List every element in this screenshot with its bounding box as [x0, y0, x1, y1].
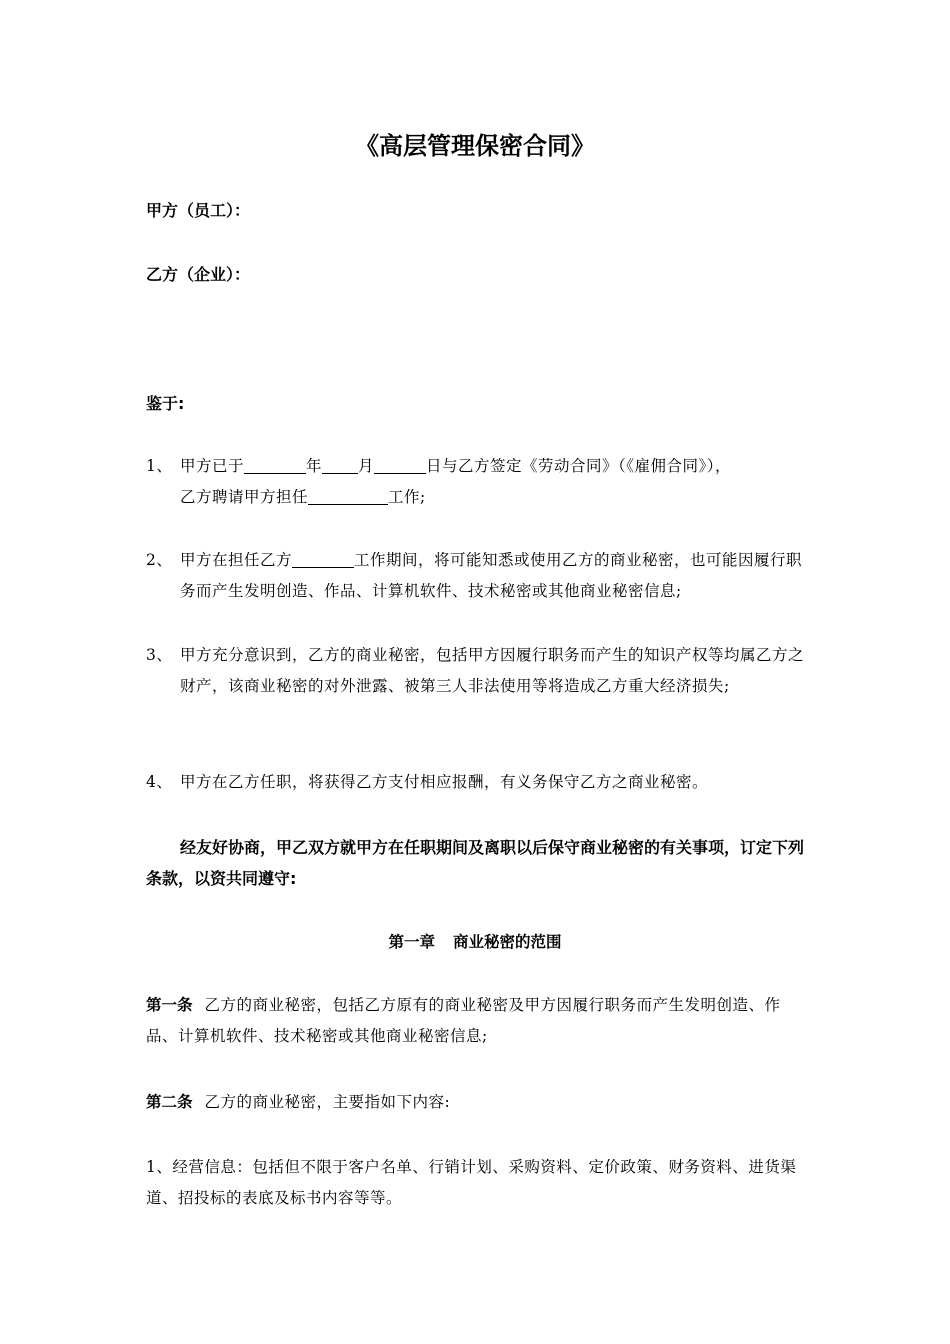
item-text: 甲方在乙方任职，将获得乙方支付相应报酬，有义务保守乙方之商业秘密。	[180, 773, 709, 791]
chapter-heading	[0, 930, 950, 952]
article-1	[146, 990, 806, 1052]
article-text: 乙方的商业秘密，包括乙方原有的商业秘密及甲方因履行职务而产生发明创造、作品、计算机软件、技术秘密或其他商业秘密信息;	[146, 996, 781, 1045]
item-text-segment: 月	[358, 457, 375, 475]
item-text-segment: 工作期间，将可能知悉或使用乙方的商业秘密，也可能因履行职务而产生发明创造、作品、计算机软件、技术秘密或其他商业秘密信息;	[180, 551, 803, 600]
party-b-label: 乙方（企业）：	[146, 265, 251, 284]
item-number: 3、	[146, 646, 173, 664]
article-text: 乙方的商业秘密，主要指如下内容:	[204, 1093, 451, 1111]
item-number: 4、	[146, 773, 173, 791]
party-a-label: 甲方（员工）：	[146, 201, 251, 220]
item-text-segment: 工作;	[388, 488, 426, 506]
whereas-item-1	[146, 451, 806, 513]
item-text	[180, 545, 806, 607]
item-text-segment: 年	[306, 457, 323, 475]
item-text-segment: 乙方聘请甲方担任	[180, 488, 309, 506]
article-label: 第二条	[146, 1093, 193, 1111]
whereas-item-4	[146, 767, 806, 798]
chapter-number: 第一章	[388, 933, 435, 951]
blank-year-field[interactable]	[244, 455, 306, 474]
agreement-intro: 经友好协商，甲乙双方就甲方在任职期间及离职以后保守商业秘密的有关事项，订定下列条款，以资共同遵守:	[146, 838, 805, 888]
blank-department-field[interactable]	[292, 549, 354, 568]
article-sub-item-1: 1、经营信息：包括但不限于客户名单、行销计划、采购资料、定价政策、财务资料、进货渠道、招投标的表底及标书内容等等。	[146, 1158, 797, 1207]
item-text-segment: 日与乙方签定《劳动合同》（《雇佣合同》），	[426, 457, 732, 475]
blank-month-field[interactable]	[322, 455, 358, 474]
item-text-segment: 甲方在担任乙方	[180, 551, 293, 569]
document-title: 《高层管理保密合同》	[355, 132, 595, 160]
item-number: 2、	[146, 551, 173, 569]
whereas-item-2	[146, 545, 806, 607]
item-number: 1、	[146, 457, 173, 475]
article-2	[146, 1087, 806, 1118]
item-text: 甲方充分意识到，乙方的商业秘密，包括甲方因履行职务而产生的知识产权等均属乙方之财产，该商业秘密的对外泄露、被第三人非法使用等将造成乙方重大经济损失;	[180, 646, 805, 695]
item-text-segment: 甲方已于	[180, 457, 245, 475]
blank-position-field[interactable]	[308, 486, 388, 505]
whereas-item-3	[146, 640, 806, 702]
chapter-title: 商业秘密的范围	[453, 933, 562, 951]
blank-day-field[interactable]	[374, 455, 426, 474]
article-label: 第一条	[146, 996, 193, 1014]
whereas-label: 鉴于:	[146, 394, 185, 413]
item-text	[180, 451, 806, 513]
